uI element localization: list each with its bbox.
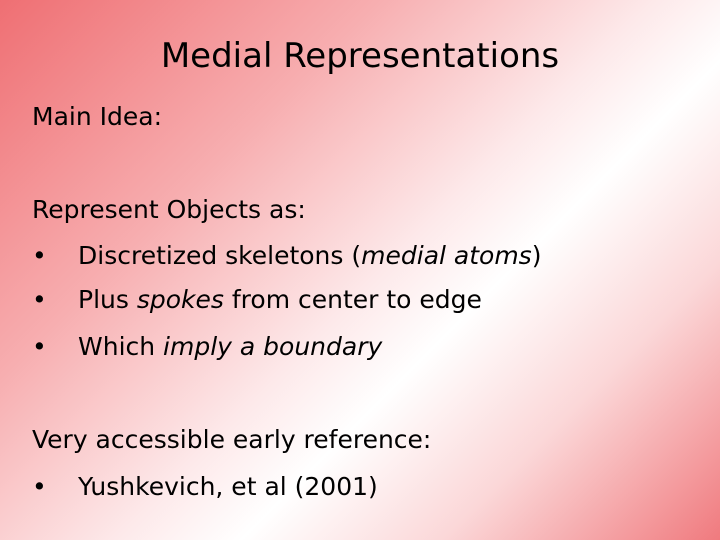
bullet-text	[78, 284, 482, 316]
bullet-text-italic: spokes	[136, 285, 224, 314]
bullet-icon: •	[32, 332, 47, 361]
slide-title: Medial Representations	[160, 36, 560, 76]
bullet-icon: •	[32, 241, 47, 270]
bullet-text-italic: medial atoms	[361, 241, 532, 270]
main-idea-label: Main Idea:	[32, 102, 162, 131]
bullet-text-plain: from center to edge	[223, 285, 482, 314]
bullet-text	[78, 331, 382, 363]
bullet-text-plain: Discretized skeletons (	[78, 241, 362, 270]
bullet-text-italic: imply a boundary	[163, 332, 383, 361]
bullet-text-plain: )	[531, 241, 542, 270]
bullet-text-plain: Which	[78, 332, 164, 361]
bullet-icon: •	[32, 285, 47, 314]
bullet-text	[78, 240, 541, 272]
reference-text: Yushkevich, et al (2001)	[78, 472, 378, 501]
reference-heading: Very accessible early reference:	[32, 425, 432, 454]
bullet-icon: •	[32, 472, 47, 501]
bullet-text-plain: Plus	[78, 285, 137, 314]
represent-heading: Represent Objects as:	[32, 195, 306, 224]
